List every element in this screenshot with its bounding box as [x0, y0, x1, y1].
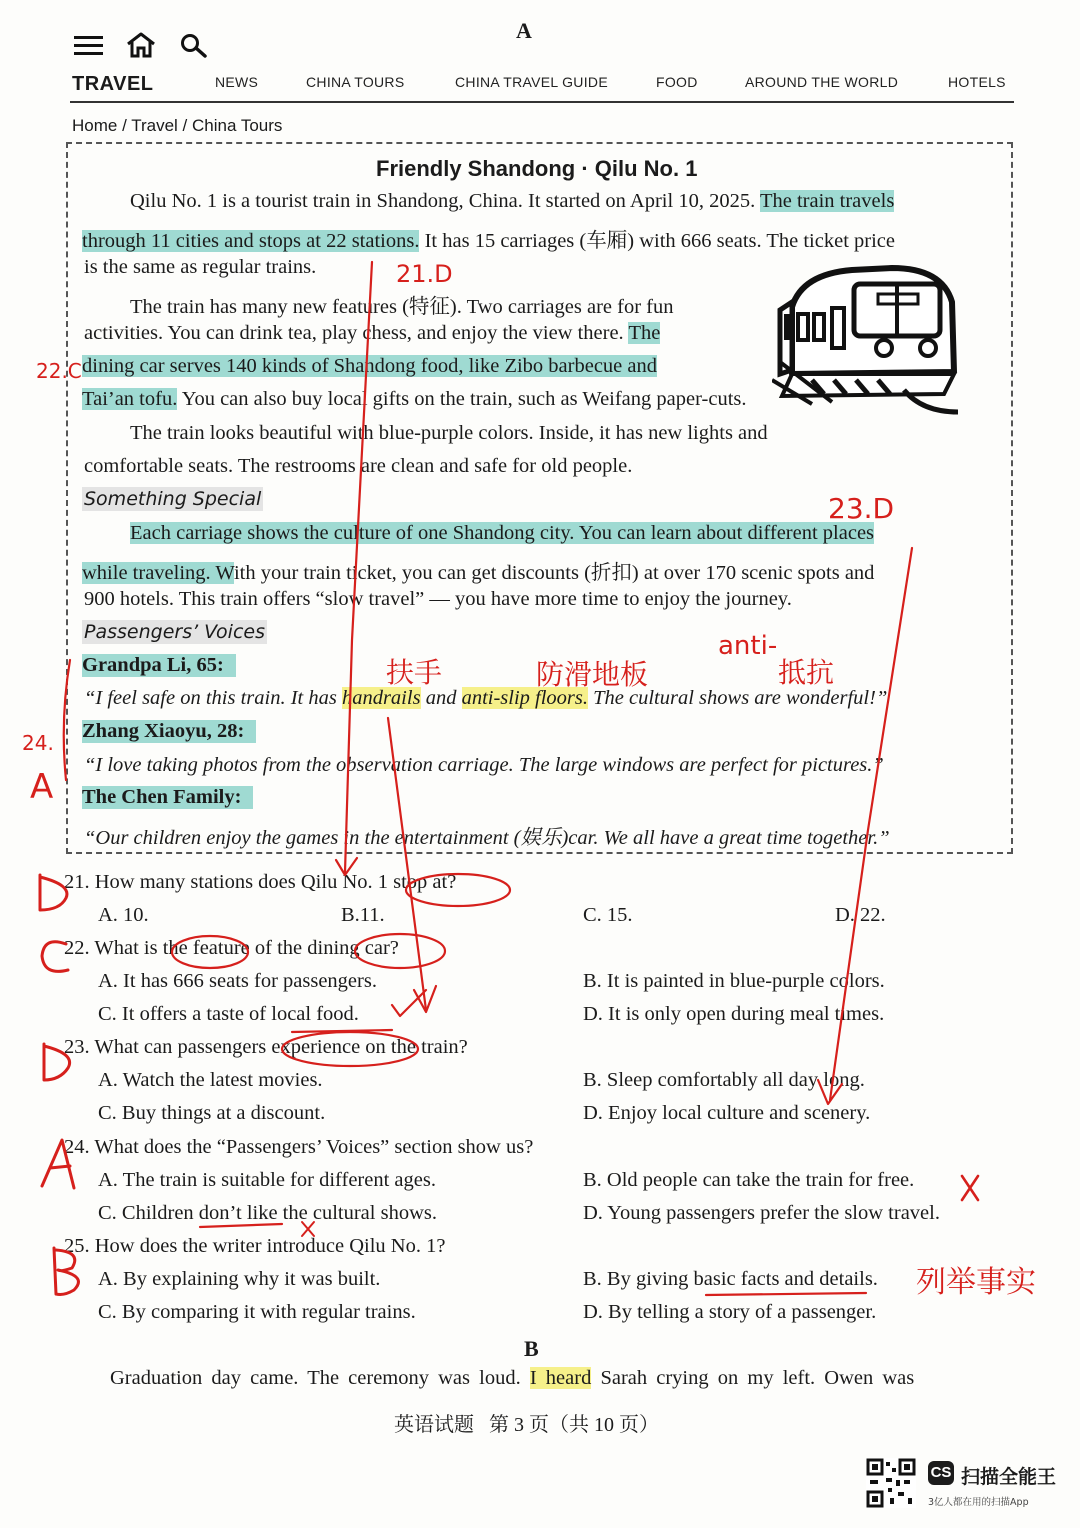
article-line: The train has many new features (特征). Two carriages are for fun: [130, 296, 674, 318]
note-basic-facts: 列举事实: [916, 1265, 1036, 1300]
note-anti: anti-: [718, 631, 778, 661]
article-line: 900 hotels. This train offers “slow travel” — you have more time to enjoy the journey.: [84, 588, 792, 610]
article-line: through 11 cities and stops at 22 stations. It has 15 carriages (车厢) with 666 seats. The ticket price: [82, 230, 895, 252]
question-23-option: A. Watch the latest movies.: [98, 1069, 323, 1091]
question-24-option: B. Old people can take the train for free.: [583, 1169, 915, 1191]
train-illustration: [772, 262, 962, 420]
article-line: Qilu No. 1 is a tourist train in Shandong, China. It started on April 10, 2025. The train travels: [130, 190, 895, 212]
question-21-option: C. 15.: [583, 904, 633, 926]
nav-item-china-travel-guide[interactable]: CHINA TRAVEL GUIDE: [455, 74, 608, 90]
question-25-stem: 25. How does the writer introduce Qilu No. 1?: [64, 1235, 446, 1257]
article-line: while traveling. With your train ticket, you can get discounts (折扣) at over 170 scenic spots and: [82, 562, 875, 584]
margin-note-24: 24.: [22, 731, 54, 755]
nav-item-food[interactable]: FOOD: [656, 74, 698, 90]
question-25-option: D. By telling a story of a passenger.: [583, 1301, 877, 1323]
nav-brand[interactable]: TRAVEL: [72, 73, 154, 95]
question-22-option: D. It is only open during meal times.: [583, 1003, 885, 1025]
question-25-option: B. By giving basic facts and details.: [583, 1268, 878, 1290]
question-21-option: D. 22.: [835, 904, 886, 926]
margin-note-23: 23.D: [828, 492, 895, 525]
breadcrumb[interactable]: Home / Travel / China Tours: [72, 116, 283, 135]
question-22-stem: 22. What is the feature of the dining car?: [64, 937, 399, 959]
question-24-stem: 24. What does the “Passengers’ Voices” section show us?: [64, 1136, 534, 1158]
article-line: The train looks beautiful with blue-purple colors. Inside, it has new lights and: [130, 422, 768, 444]
camscanner-tagline: 3亿人都在用的扫描App: [928, 1497, 1029, 1508]
note-anti-slip: 防滑地板: [536, 658, 649, 691]
article-line: Tai’an tofu. You can also buy local gifts on the train, such as Weifang paper-cuts.: [82, 388, 747, 410]
question-24-option: A. The train is suitable for different ages.: [98, 1169, 436, 1191]
quote-zhang-xiaoyu: “I love taking photos from the observation carriage. The large windows are perfect for pictures.”: [84, 754, 884, 776]
home-icon[interactable]: [125, 32, 157, 58]
quote-grandpa-li: “I feel safe on this train. It has handrails and anti-slip floors. The cultural shows are wonderful!”: [84, 687, 888, 709]
question-23-option: C. Buy things at a discount.: [98, 1102, 326, 1124]
question-23-option: D. Enjoy local culture and scenery.: [583, 1102, 871, 1124]
question-24-option: D. Young passengers prefer the slow travel.: [583, 1202, 940, 1224]
nav-item-hotels[interactable]: HOTELS: [948, 74, 1006, 90]
margin-note-22: 22.C: [36, 359, 82, 383]
note-handrails: 扶手: [386, 656, 443, 689]
subhead-something-special: Something Special: [84, 488, 262, 510]
question-21-option: A. 10.: [98, 904, 149, 926]
nav-item-china-tours[interactable]: CHINA TOURS: [306, 74, 405, 90]
margin-note-21: 21.D: [396, 260, 453, 288]
article-line: dining car serves 140 kinds of Shandong food, like Zibo barbecue and: [82, 355, 658, 377]
article-line: Each carriage shows the culture of one Shandong city. You can learn about different places: [130, 522, 875, 544]
note-anti-meaning: 抵抗: [778, 656, 835, 689]
camscanner-name: 扫描全能王: [961, 1466, 1057, 1488]
quote-chen-family: “Our children enjoy the games in the entertainment (娱乐)car. We all have a great time together.”: [84, 827, 890, 849]
question-21-stem: 21. How many stations does Qilu No. 1 stop at?: [64, 871, 457, 893]
article-line: is the same as regular trains.: [84, 256, 317, 278]
passage-b-first-line: Graduation day came. The ceremony was loud. I heard Sarah crying on my left. Owen was: [110, 1367, 915, 1389]
article-line: comfortable seats. The restrooms are clean and safe for old people.: [84, 455, 633, 477]
question-25-option: A. By explaining why it was built.: [98, 1268, 381, 1290]
qr-code-icon: [866, 1458, 916, 1508]
question-22-option: A. It has 666 seats for passengers.: [98, 970, 377, 992]
section-a-label: A: [516, 18, 532, 43]
subhead-passengers-voices: Passengers’ Voices: [84, 621, 265, 643]
question-24-option: C. Children don’t like the cultural shows.: [98, 1202, 437, 1224]
search-icon[interactable]: [180, 33, 208, 59]
speaker-chen-family: The Chen Family:: [82, 786, 253, 809]
article-line: activities. You can drink tea, play chess, and enjoy the view there. The: [84, 322, 661, 344]
question-23-stem: 23. What can passengers experience on the train?: [64, 1036, 468, 1058]
section-b-label: B: [524, 1336, 539, 1361]
menu-icon[interactable]: [74, 36, 104, 56]
question-22-option: C. It offers a taste of local food.: [98, 1003, 359, 1025]
question-25-option: C. By comparing it with regular trains.: [98, 1301, 416, 1323]
page-footer: 英语试题 第 3 页（共 10 页）: [394, 1414, 659, 1436]
article-title: Friendly Shandong · Qilu No. 1: [376, 156, 698, 181]
speaker-zhang-xiaoyu: Zhang Xiaoyu, 28:: [82, 720, 256, 743]
nav-item-news[interactable]: NEWS: [215, 74, 259, 90]
speaker-grandpa-li: Grandpa Li, 65:: [82, 654, 236, 677]
nav-divider: [70, 101, 1014, 103]
nav-item-around-the-world[interactable]: AROUND THE WORLD: [745, 74, 899, 90]
camscanner-logo: CS: [928, 1461, 954, 1485]
question-21-option: B.11.: [341, 904, 385, 926]
margin-note-24-answer: A: [30, 767, 54, 807]
question-22-option: B. It is painted in blue-purple colors.: [583, 970, 885, 992]
question-23-option: B. Sleep comfortably all day long.: [583, 1069, 865, 1091]
